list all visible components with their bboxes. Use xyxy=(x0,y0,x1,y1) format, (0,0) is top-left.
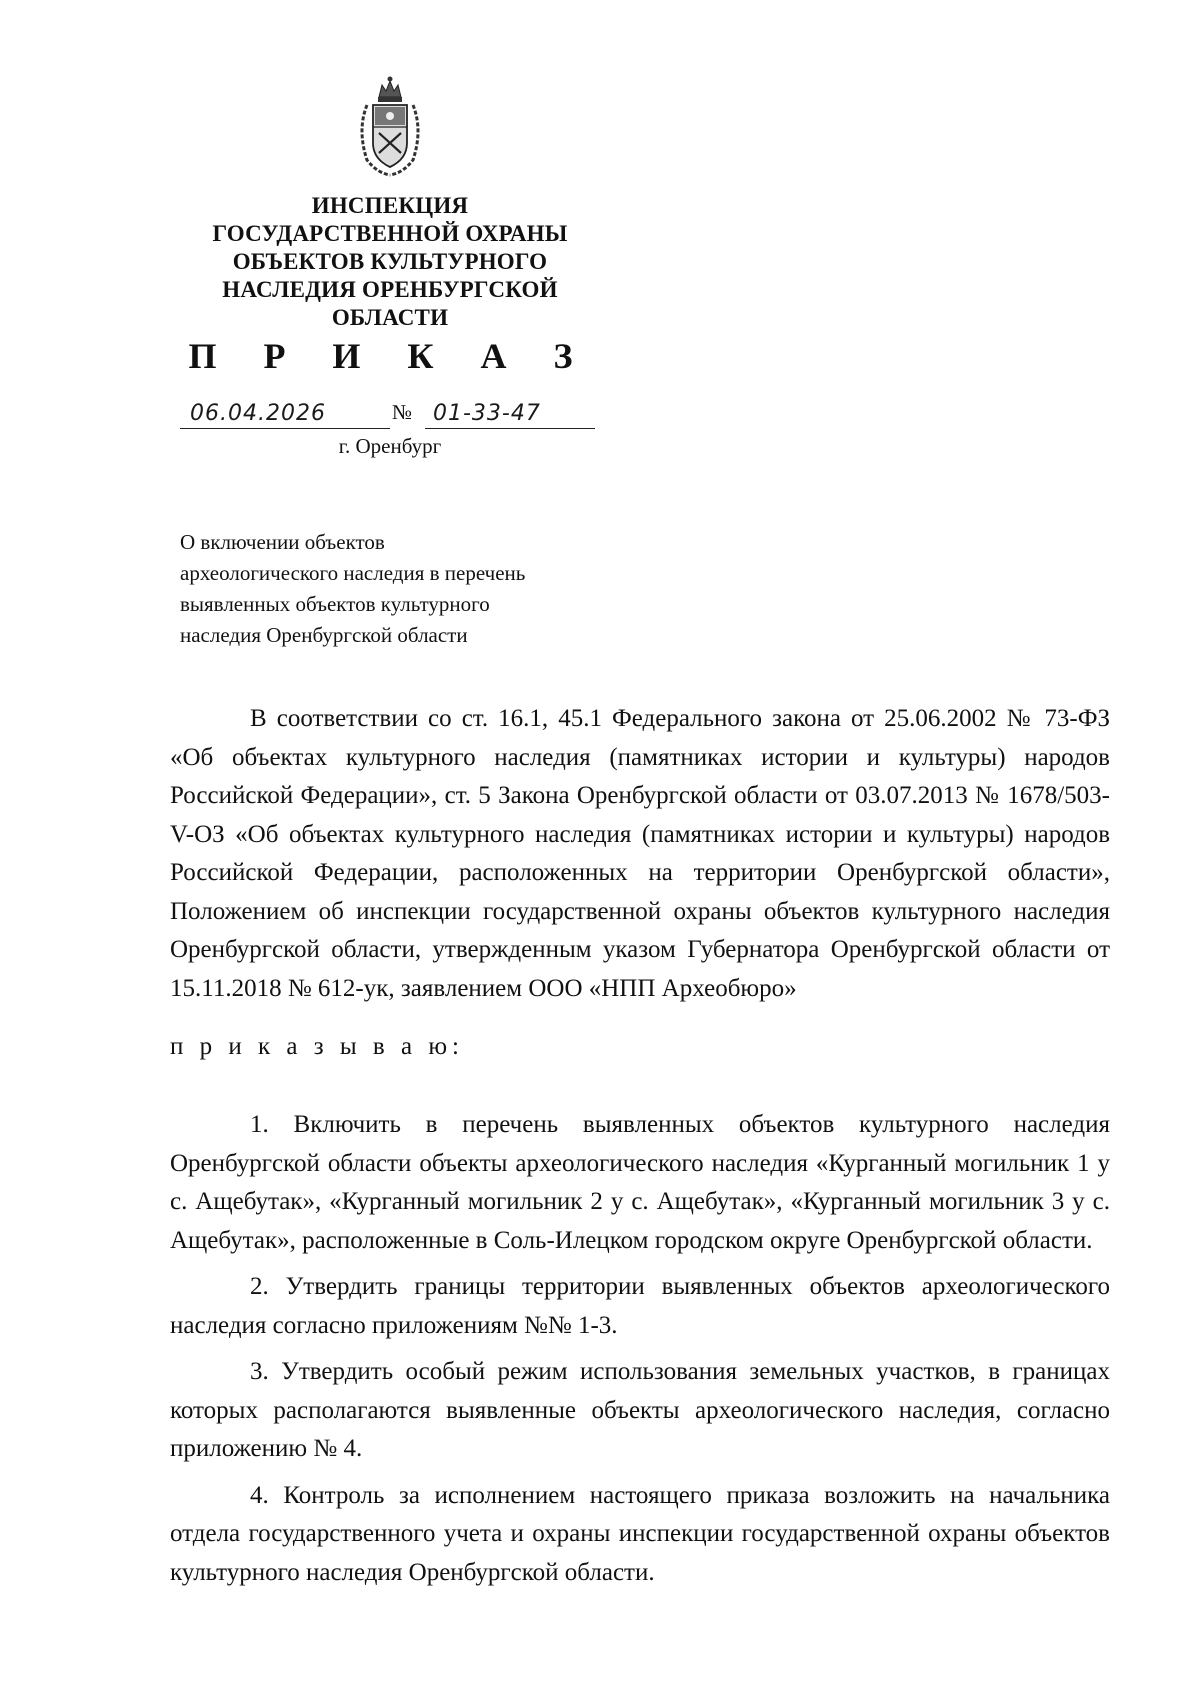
org-name-line: ГОСУДАРСТВЕННОЙ ОХРАНЫ xyxy=(212,221,568,246)
city-label: г. Оренбург xyxy=(338,434,442,458)
organization-header xyxy=(175,192,605,332)
handwritten-number: 01-33-47 xyxy=(433,401,541,426)
subject-line: О включении объектов xyxy=(180,530,385,554)
document-title: П Р И К А З xyxy=(188,336,592,376)
subject-block xyxy=(180,527,630,651)
org-name-line: ОБЛАСТИ xyxy=(331,305,449,330)
date-number-row xyxy=(180,398,610,438)
org-name-line: ОБЪЕКТОВ КУЛЬТУРНОГО xyxy=(232,249,548,274)
order-item: 4. Контроль за исполнением настоящего приказа возложить на начальника отдела государственного учета и охраны инспекции государственной охраны объектов культурного наследия Оренбургской области. xyxy=(170,1481,1110,1586)
org-name-line: ИНСПЕКЦИЯ xyxy=(311,193,469,218)
number-sign: № xyxy=(392,400,413,424)
document-body xyxy=(170,700,1110,1592)
date-field xyxy=(180,398,390,429)
preamble-paragraph: В соответствии со ст. 16.1, 45.1 Федерального закона от 25.06.2002 № 73-ФЗ «Об объектах культурного наследия (памятниках истории и культуры) народов Российской Федерации», ст. 5 Закона Оренбургской области от 03.07.2013 № 1678/503-V-ОЗ «Об объектах культурного наследия (памятниках истории и культуры) народов Российской Федерации, расположенных на территории Оренбургской области», Положением об инспекции государственной охраны объектов культурного наследия Оренбургской области, утвержденным указом Губернатора Оренбургской области от 15.11.2018 № 612-ук, заявлением ООО «НПП Археобюро» xyxy=(170,705,1110,1002)
order-word: п р и к а з ы в а ю: xyxy=(170,1033,464,1060)
subject-line: археологического наследия в перечень xyxy=(180,561,526,585)
handwritten-date: 06.04.2026 xyxy=(190,401,326,426)
coat-of-arms-emblem xyxy=(355,75,425,180)
subject-line: наследия Оренбургской области xyxy=(180,623,468,647)
order-item: 1. Включить в перечень выявленных объектов культурного наследия Оренбургской области объекты археологического наследия «Курганный могильник 1 у с. Ащебутак», «Курганный могильник 2 у с. Ащебутак», «Курганный могильник 3 у с. Ащебутак», расположенные в Соль-Илецком городском округе Оренбургской области. xyxy=(170,1111,1110,1254)
number-field xyxy=(425,398,595,429)
order-item: 3. Утвердить особый режим использования земельных участков, в границах которых располагаются выявленные объекты археологического наследия, согласно приложению № 4. xyxy=(170,1358,1110,1462)
order-item: 2. Утвердить границы территории выявленных объектов археологического наследия согласно приложениям №№ 1-3. xyxy=(170,1273,1110,1339)
subject-line: выявленных объектов культурного xyxy=(180,592,490,616)
org-name-line: НАСЛЕДИЯ ОРЕНБУРГСКОЙ xyxy=(222,277,558,302)
